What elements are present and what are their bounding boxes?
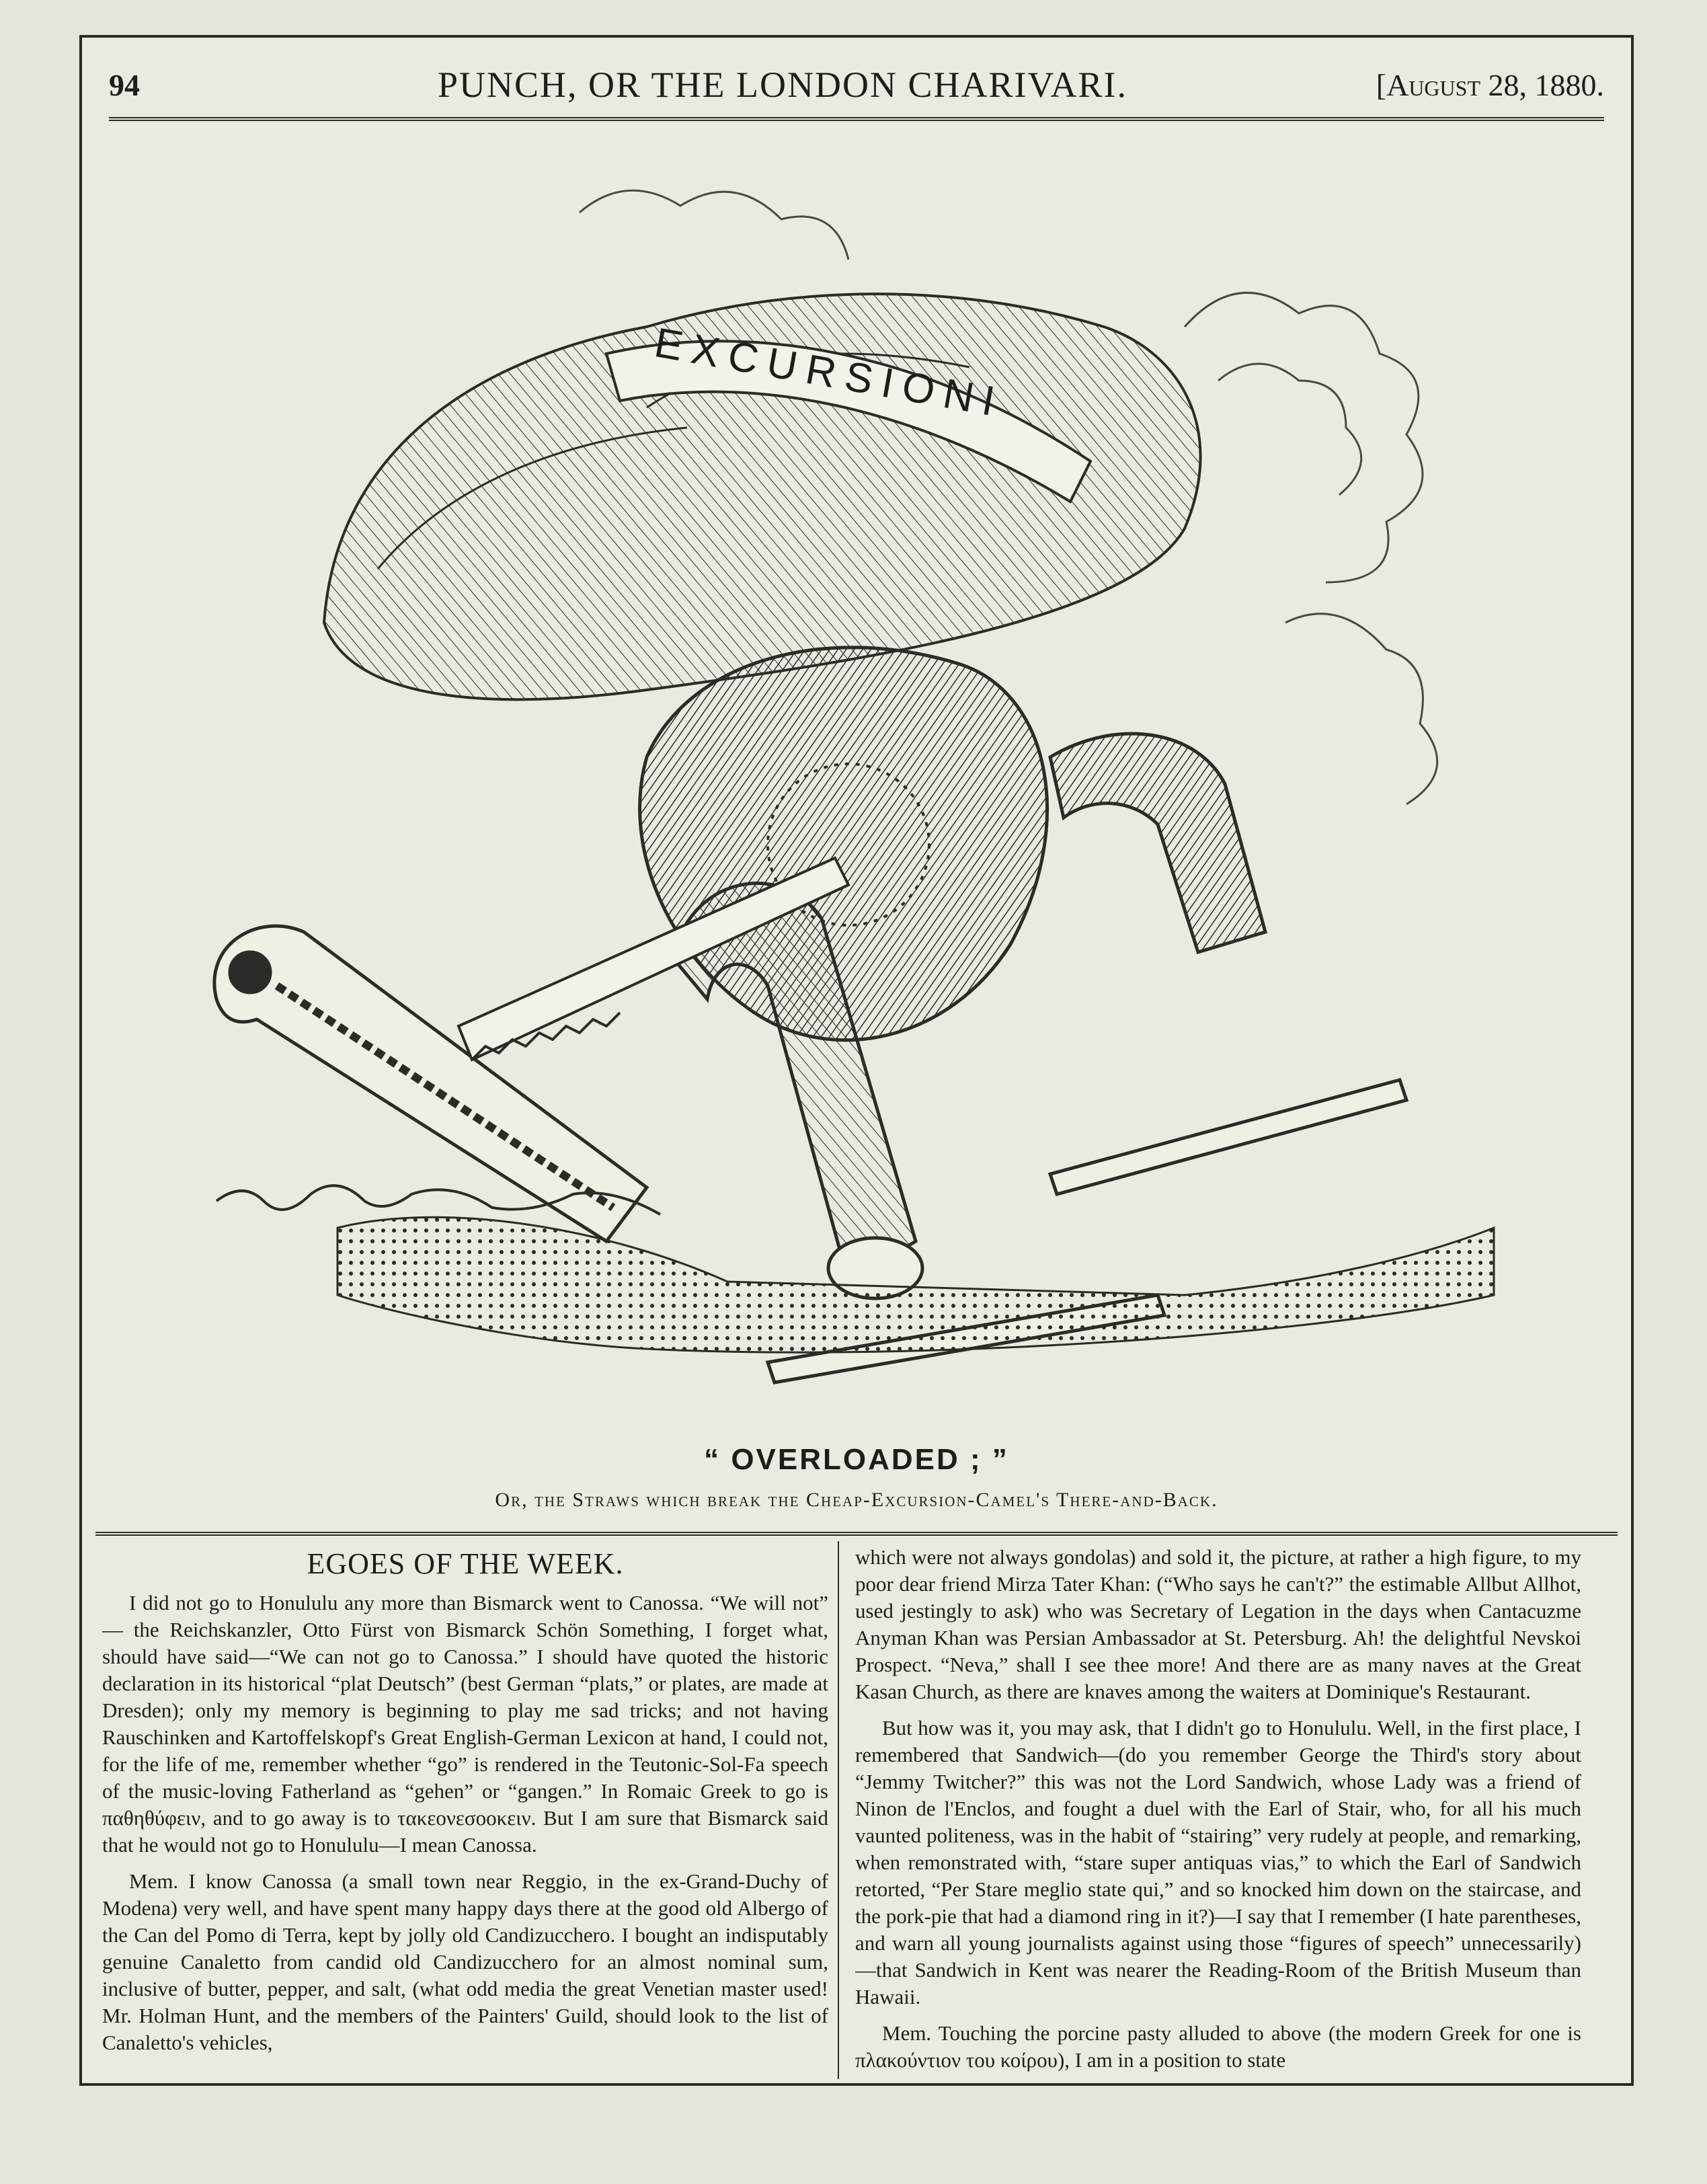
article-paragraph: Mem. Touching the porcine pasty alluded to above (the modern Greek for one is πλακούντιον του κοίρου), I am in a position to state xyxy=(855,2021,1581,2072)
article-column-left xyxy=(102,1544,828,2075)
banner-text: EXCURSIONI xyxy=(651,319,1008,427)
section-rule xyxy=(95,1532,1618,1536)
article-title: EGOES OF THE WEEK. xyxy=(307,1547,624,1580)
article-column-right xyxy=(855,1544,1581,2075)
issue-date: [August 28, 1880. xyxy=(1376,67,1604,102)
article-paragraph: which were not always gondolas) and sold it, the picture, at rather a high figure, to my poor dear friend Mirza Tater Khan: (“Who says he can't?” the estimable Allbut Allhot, used jestingly to ask) who was Secretary of Legation in the days when Cantacuzme Anyman Khan was Persian Ambassador at St. Petersburg. Ah! the delightful Nevskoi Prospect. “Neva,” shall I see thee more! And there are as many naves at the Great Kasan Church, as there are knaves among the waiters at Dominique's Restaurant. xyxy=(855,1545,1581,1703)
page-number: 94 xyxy=(109,67,140,102)
newspaper-page xyxy=(79,35,1634,2086)
cartoon-caption-subtitle: Or, the Straws which break the Cheap-Excursion-Camel's There-and-Back. xyxy=(495,1489,1218,1511)
page-header xyxy=(109,52,1604,121)
article-paragraph: But how was it, you may ask, that I didn't go to Honululu. Well, in the first place, I remembered that Sandwich—(do you remember George the Third's story about “Jemmy Twitcher?” this was not the Lord Sandwich, whose Lady was a friend of Ninon de l'Enclos, and fought a duel with the Earl of Stair, who, for all his much vaunted politeness, was in the habit of “stairing” very rudely at people, and remarking, when remonstrated with, “stare super antiquas vias,” to which the Earl of Sandwich retorted, “Per Stare meglio state qui,” and so knocked him down on the staircase, and the pork-pie that had a diamond ring in it?)—I say that I remember (I hate parentheses, and warn all young journalists against using those “figures of speech” unnecessarily)—that Sandwich in Kent was nearer the Reading-Room of the British Museum than Hawaii. xyxy=(855,1716,1581,2008)
article-paragraph: I did not go to Honululu any more than Bismarck went to Canossa. “We will not” — the Reichskanzler, Otto Fürst von Bismarck Schön Something, I forget what, should have said—“We can not go to Canossa.” I should have quoted the historic declaration in its historical “plat Deutsch” (best German “plats,” or plates, are made at Dresden); only my memory is beginning to play me sad tricks; and not having Rauschinken and Kartoffelskopf's Great English-German Lexicon at hand, I could not, for the life of me, remember whether “go” is rendered in the Teutonic-Sol-Fa speech of the music-loving Fatherland as “gehen” or “gangen.” In Romaic Greek to go is παθηθύφειν, and to go away is to τακεονεσοοκειν. But I am sure that Bismarck said that he would not go to Honululu—I mean Canossa. xyxy=(102,1591,828,1857)
column-divider xyxy=(838,1541,839,2079)
masthead: PUNCH, OR THE LONDON CHARIVARI. xyxy=(437,65,1128,105)
cartoon-caption-title: “ OVERLOADED ; ” xyxy=(704,1443,1009,1476)
article-paragraph: Mem. I know Canossa (a small town near Reggio, in the ex-Grand-Duchy of Modena) very well, and have spent many happy days there at the good old Albergo of the Can del Pomo di Terra, kept by jolly old Candizucchero. I bought an indisputably genuine Canaletto from candid old Candizucchero for an almost nominal sum, inclusive of butter, pepper, and salt, (what odd media the great Venetian master used! Mr. Holman Hunt, and the members of the Painters' Guild, should look to the list of Canaletto's vehicles, xyxy=(102,1869,828,2054)
fallen-engine xyxy=(640,648,1265,1040)
cartoon-illustration xyxy=(176,152,1541,1430)
